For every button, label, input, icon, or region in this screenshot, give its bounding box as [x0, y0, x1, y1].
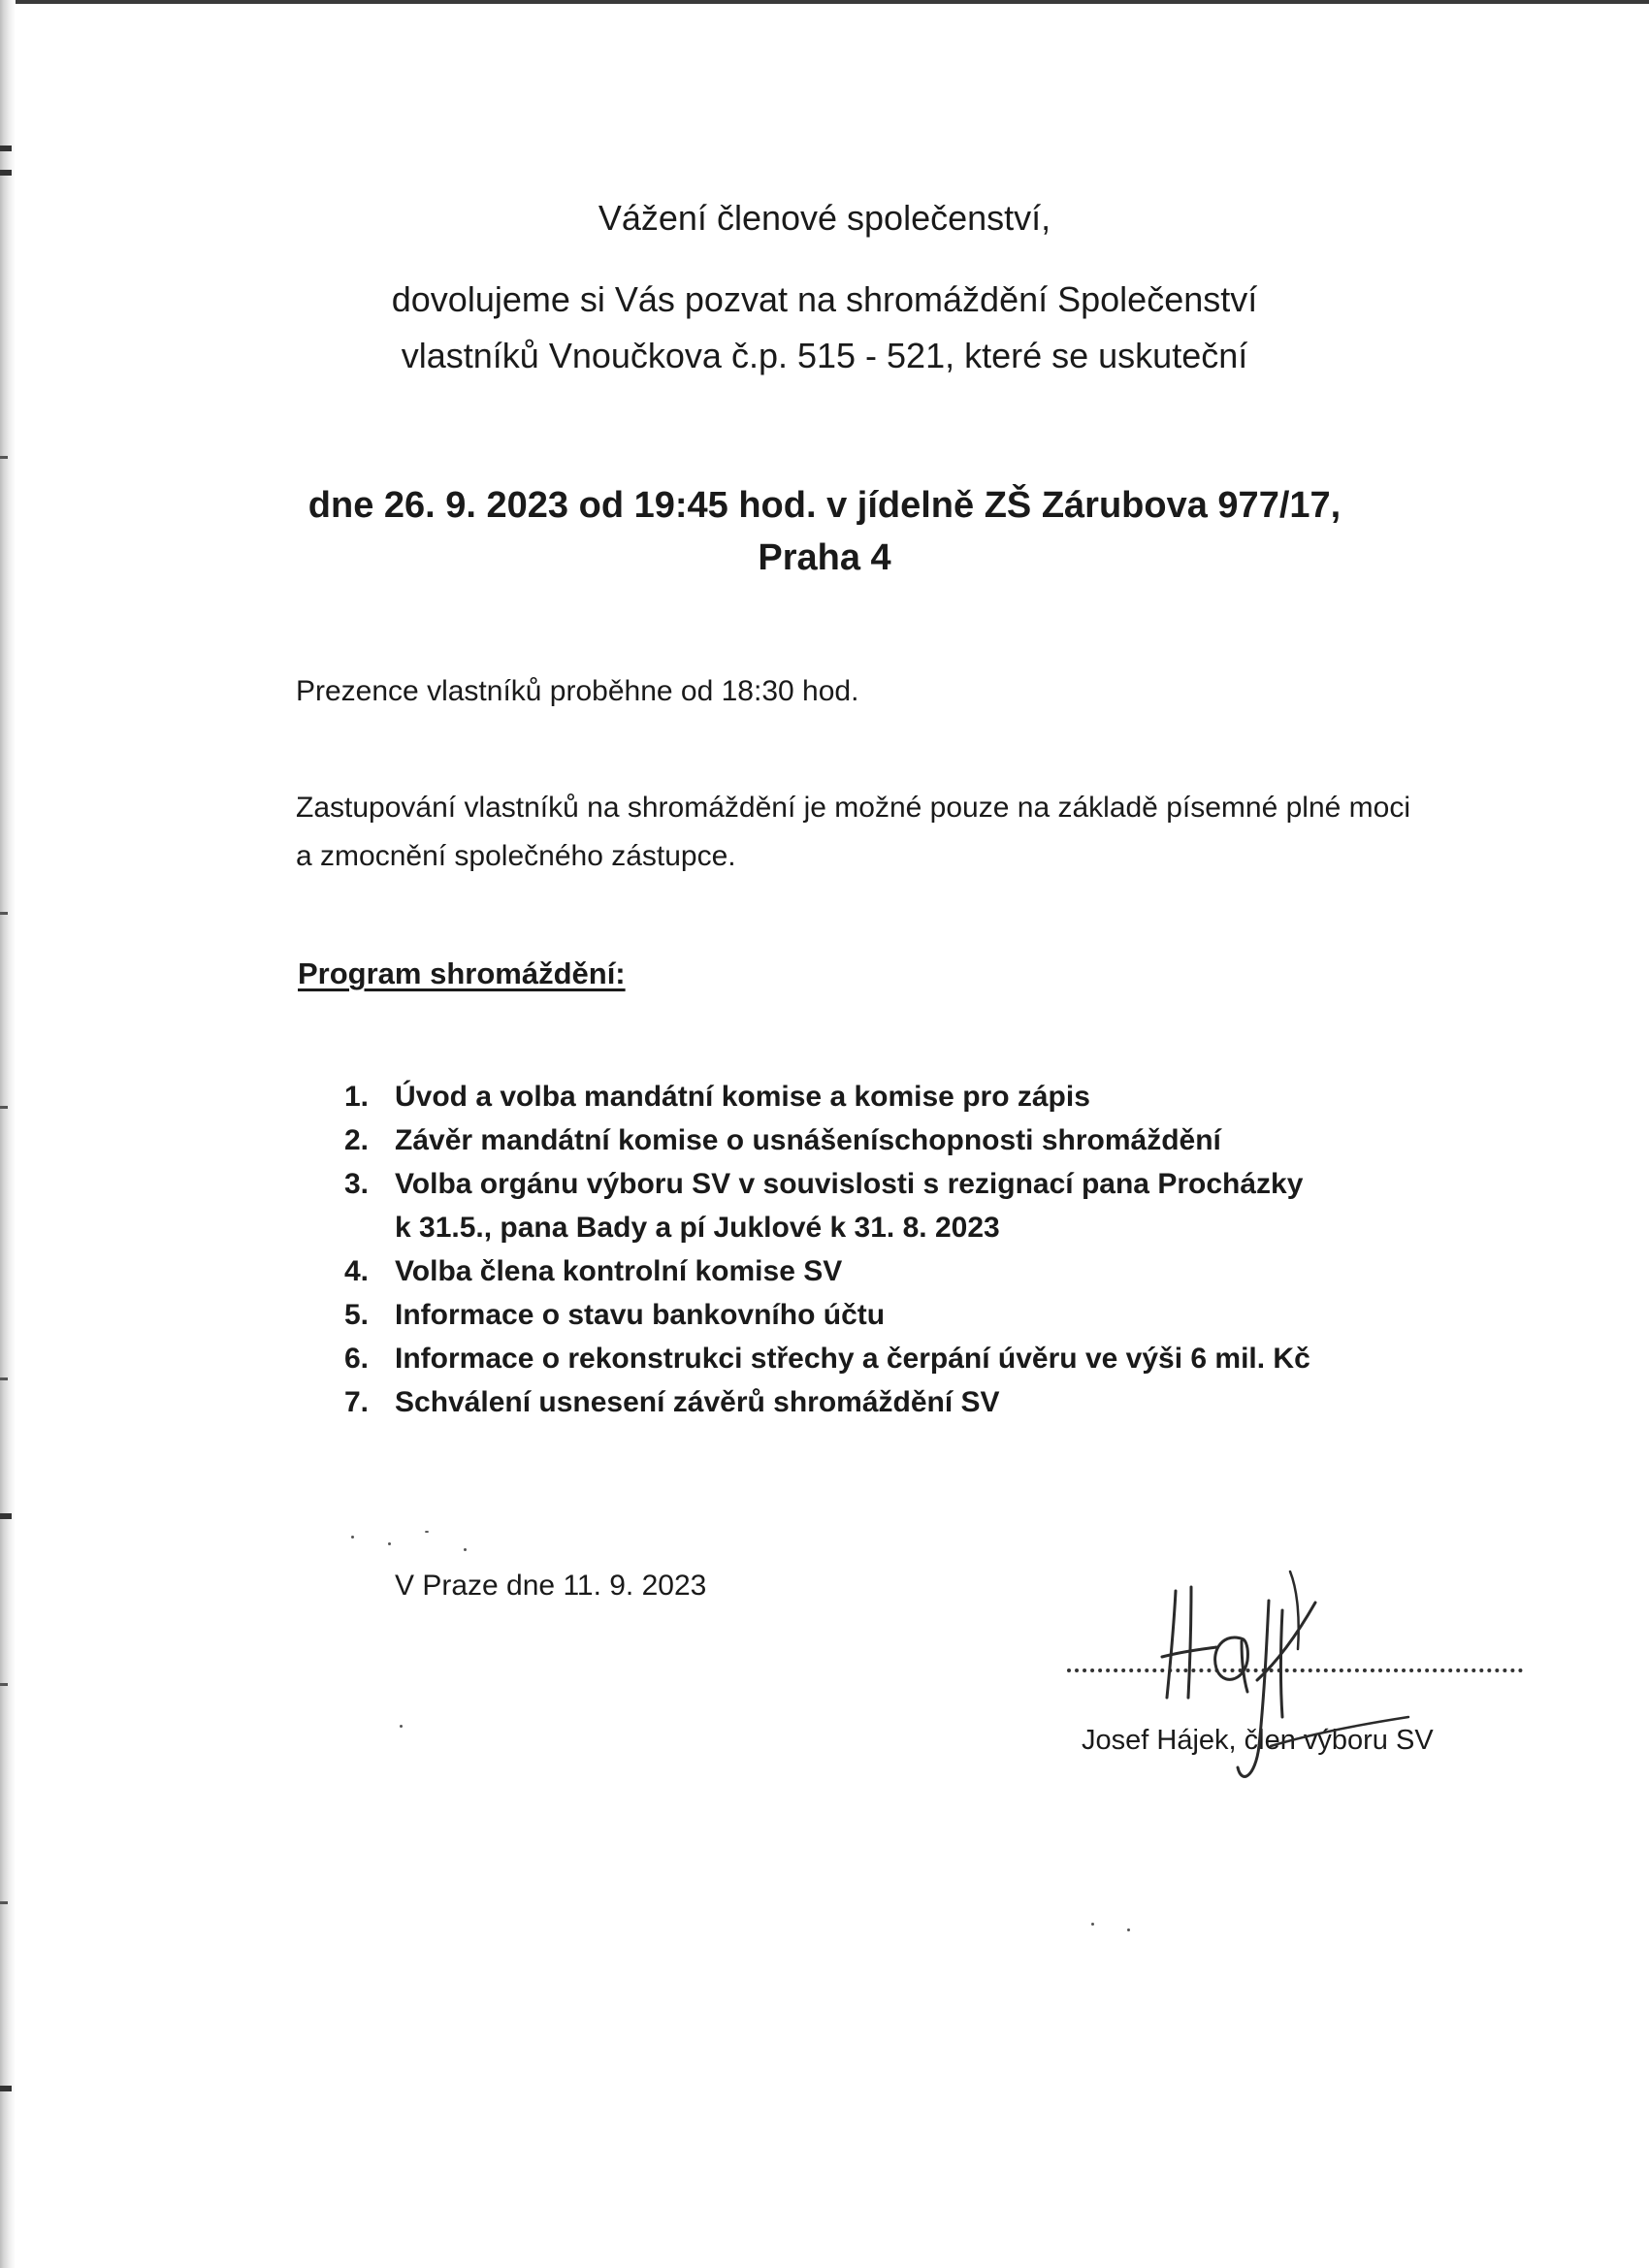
scan-speck: [425, 1531, 429, 1533]
agenda-item: [344, 1293, 1508, 1337]
presence-note: Prezence vlastníků proběhne od 18:30 hod.: [296, 675, 859, 707]
agenda-item-number: 2.: [344, 1124, 370, 1156]
agenda-item-number: 4.: [344, 1255, 370, 1287]
scan-mark: [0, 912, 8, 915]
event-line: dne 26. 9. 2023 od 19:45 hod. v jídelně ZŠ Zárubova 977/17,: [307, 485, 1342, 526]
agenda-item-number: 3.: [344, 1168, 370, 1200]
agenda-item-text: [395, 1380, 1000, 1424]
agenda-item-number: 6.: [344, 1343, 370, 1375]
agenda-item-number: 7.: [344, 1386, 370, 1418]
program-heading: Program shromáždění:: [298, 956, 626, 990]
agenda-item-text: [395, 1249, 842, 1293]
agenda-item: [344, 1075, 1508, 1118]
scan-speck: [464, 1548, 467, 1551]
agenda-item-text: [395, 1118, 1221, 1162]
event-date-place: [0, 479, 1649, 584]
agenda-item: [344, 1337, 1508, 1380]
representation-line: a zmocnění společného zástupce.: [296, 840, 736, 872]
agenda-item-number: 5.: [344, 1299, 370, 1331]
invitation-intro: [0, 272, 1649, 384]
agenda-item-text: [395, 1075, 1090, 1118]
agenda-item: [344, 1249, 1508, 1293]
scan-mark: [0, 170, 12, 176]
agenda-list: [344, 1075, 1508, 1424]
scan-speck: [1091, 1923, 1094, 1926]
agenda-item-line: Informace o stavu bankovního účtu: [395, 1299, 886, 1331]
scan-mark: [0, 456, 8, 459]
representation-note: [296, 784, 1547, 881]
agenda-item-text: [395, 1337, 1310, 1380]
agenda-item: [344, 1380, 1508, 1424]
agenda-item: [344, 1118, 1508, 1162]
agenda-item-line: Schválení usnesení závěrů shromáždění SV: [395, 1386, 1000, 1418]
agenda-item-line: k 31.5., pana Bady a pí Juklové k 31. 8. 2023: [395, 1212, 1000, 1244]
scan-speck: [388, 1542, 391, 1545]
agenda-item-number: 1.: [344, 1081, 370, 1113]
scan-mark: [0, 1901, 8, 1904]
agenda-item-line: Volba orgánu výboru SV v souvislosti s rezignací pana Procházky: [395, 1168, 1304, 1200]
agenda-item: [344, 1162, 1508, 1249]
scan-speck: [400, 1725, 403, 1728]
scan-speck: [351, 1536, 354, 1539]
invitation-intro-line: dovolujeme si Vás pozvat na shromáždění Společenství: [391, 279, 1258, 319]
scan-mark: [0, 2086, 12, 2091]
agenda-item-line: Informace o rekonstrukci střechy a čerpání úvěru ve výši 6 mil. Kč: [395, 1343, 1310, 1375]
place-date: V Praze dne 11. 9. 2023: [395, 1570, 707, 1602]
signer-name: Josef Hájek, člen výboru SV: [1082, 1725, 1434, 1756]
handwritten-signature: [1135, 1552, 1416, 1804]
agenda-item-line: Úvod a volba mandátní komise a komise pro zápis: [395, 1081, 1090, 1113]
scan-mark: [0, 1377, 8, 1380]
agenda-item-text: [395, 1162, 1303, 1249]
scan-edge-top: [0, 0, 1649, 4]
invitation-intro-line: vlastníků Vnoučkova č.p. 515 - 521, které se uskuteční: [401, 336, 1248, 375]
agenda-item-line: Závěr mandátní komise o usnášeníschopnosti shromáždění: [395, 1124, 1221, 1156]
agenda-item-line: Volba člena kontrolní komise SV: [395, 1255, 843, 1287]
representation-line: Zastupování vlastníků na shromáždění je možné pouze na základě písemné plné moci: [296, 792, 1410, 824]
scan-mark: [0, 1513, 12, 1519]
greeting: Vážení členové společenství,: [598, 198, 1051, 238]
event-line: Praha 4: [758, 537, 891, 578]
scan-speck: [1127, 1928, 1130, 1931]
scan-mark: [0, 146, 12, 151]
agenda-item-text: [395, 1293, 885, 1337]
scan-mark: [0, 1683, 8, 1686]
scan-mark: [0, 1106, 8, 1109]
